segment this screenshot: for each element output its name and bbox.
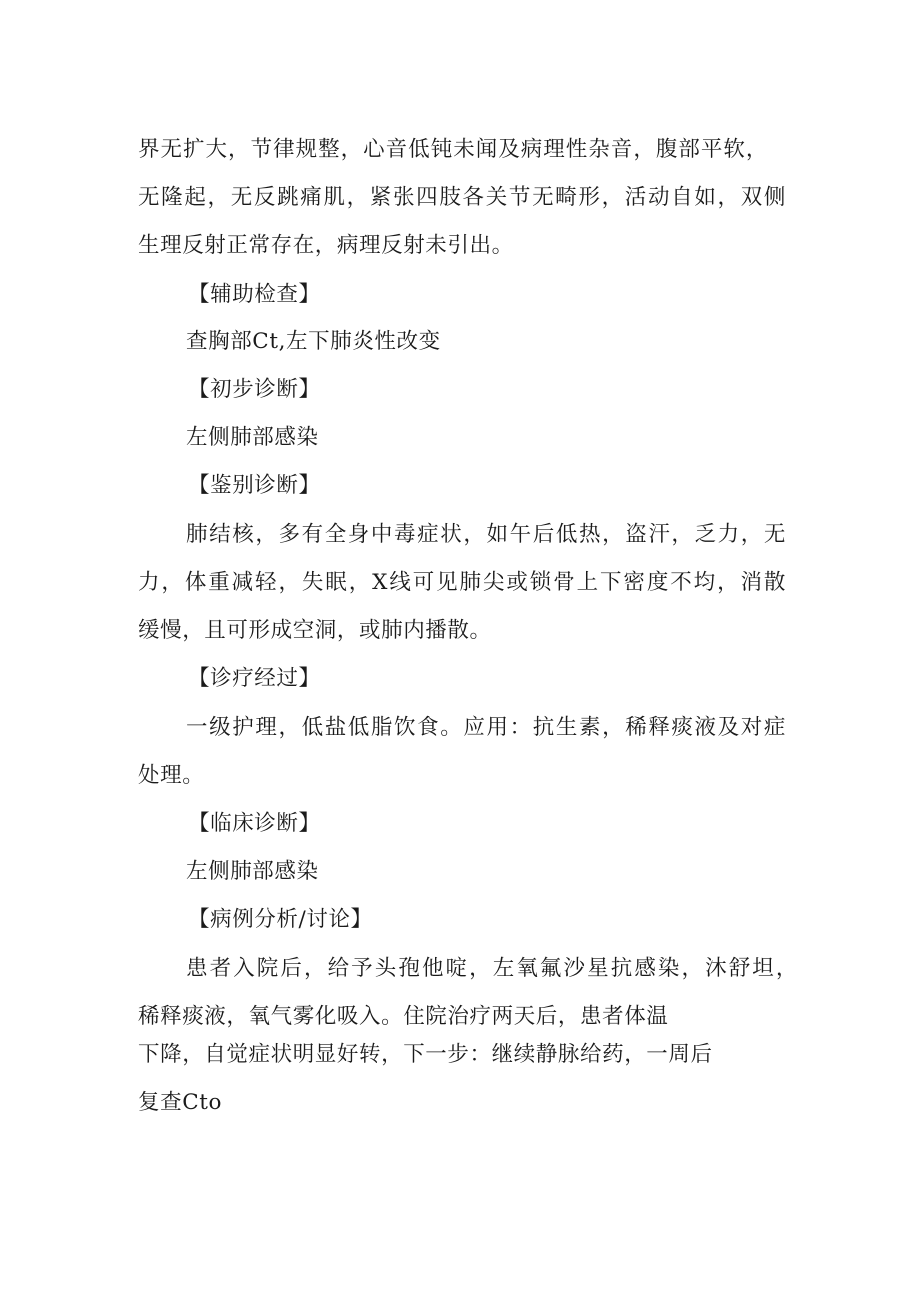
preliminary-diagnosis-text: 左侧肺部感染 <box>186 425 319 450</box>
section-heading-differential-diagnosis: 【鉴别诊断】 <box>188 473 321 498</box>
section-heading-clinical-diagnosis: 【临床诊断】 <box>188 811 321 836</box>
analysis-text-line-2: 稀释痰液，氧气雾化吸入。住院治疗两天后，患者体温 <box>138 1004 669 1029</box>
differential-text-line-1: 肺结核，多有全身中毒症状，如午后低热，盗汗，乏力，无 <box>186 522 786 547</box>
section-heading-treatment-course: 【诊疗经过】 <box>188 666 321 691</box>
section-heading-preliminary-diagnosis: 【初步诊断】 <box>188 377 321 402</box>
section-heading-case-analysis: 【病例分析/讨论】 <box>188 907 373 932</box>
exam-text-line-2: 无隆起，无反跳痛肌，紧张四肢各关节无畸形，活动自如，双侧 <box>138 185 786 210</box>
treatment-text-line-1: 一级护理，低盐低脂饮食。应用：抗生素，稀释痰液及对症 <box>186 715 786 740</box>
exam-text-line-3: 生理反射正常存在，病理反射未引出。 <box>138 233 514 258</box>
analysis-text-line-3: 下降，自觉症状明显好转，下一步：继续静脉给药，一周后 <box>138 1042 713 1067</box>
auxiliary-exam-text: 查胸部Ct,左下肺炎性改变 <box>186 329 441 354</box>
differential-text-line-2: 力，体重减轻，失眠，X线可见肺尖或锁骨上下密度不均，消散 <box>138 570 786 595</box>
clinical-diagnosis-text: 左侧肺部感染 <box>186 859 319 884</box>
treatment-text-line-2: 处理。 <box>138 763 205 788</box>
analysis-text-line-1: 患者入院后，给予头孢他啶，左氧氟沙星抗感染，沐舒坦， <box>186 956 798 981</box>
exam-text-line-1: 界无扩大，节律规整，心音低钝未闻及病理性杂音，腹部平软， <box>138 137 768 162</box>
analysis-text-line-4: 复查Cto <box>138 1090 223 1115</box>
differential-text-line-3: 缓慢，且可形成空洞，或肺内播散。 <box>138 618 492 643</box>
section-heading-auxiliary-exam: 【辅助检查】 <box>188 282 321 307</box>
